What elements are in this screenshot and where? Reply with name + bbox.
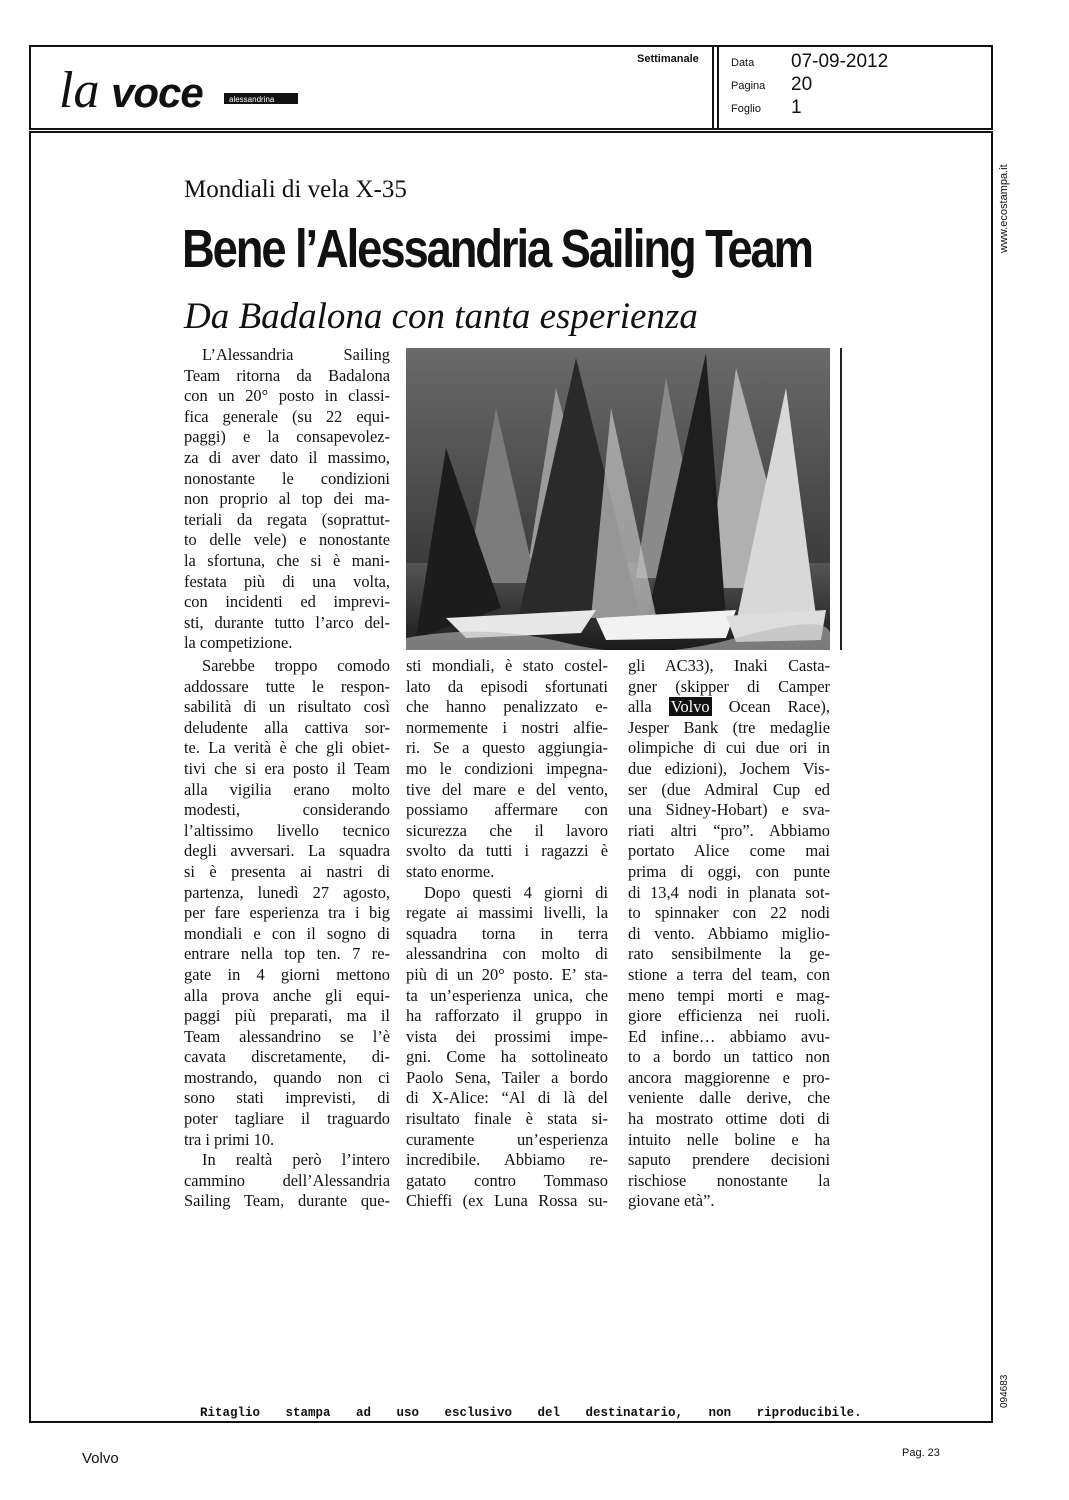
- foglio-label: Foglio: [731, 103, 761, 115]
- article-column-3: [628, 656, 830, 1212]
- text-line: Dopo questi 4 giorni di: [424, 882, 608, 902]
- text-line: mondiali e con il sogno di: [184, 923, 390, 943]
- text-line: partenza, lunedì 27 agosto,: [184, 882, 390, 902]
- frequency-label: Settimanale: [637, 53, 699, 65]
- text-line: Team alessandrino se l’è: [184, 1026, 390, 1046]
- text-line: gatato contro Tommaso: [406, 1170, 608, 1190]
- ocean-race-text: Ocean Race),: [728, 697, 830, 717]
- text-line: fica generale (su 22 equi-: [184, 406, 390, 426]
- side-url-text: www.ecostampa.it: [998, 164, 1010, 253]
- text-line: to a bordo un tattico non: [628, 1047, 830, 1067]
- text-line: portato Alice come mai: [628, 841, 830, 861]
- text-line: ancora maggiorenne e pro-: [628, 1067, 830, 1087]
- logo-sub: alessandrina: [229, 95, 275, 104]
- text-line: tivi che si era posto il Team: [184, 758, 390, 778]
- text-line: cammino dell’Alessandria: [184, 1170, 390, 1190]
- text-line: giore efficienza nei ruoli.: [628, 1006, 830, 1026]
- copyright-note: Ritaglio stampa ad uso esclusivo del destinatario, non riproducibile.: [200, 1406, 862, 1420]
- text-line: la sfortuna, che si è mani-: [184, 550, 390, 570]
- text-line: sicurezza che il lavoro: [406, 820, 608, 840]
- text-line: una Sidney-Hobart) e sva-: [628, 800, 830, 820]
- text-line: paggi più preparati, ma il: [184, 1006, 390, 1026]
- text-line: nonostante le condizioni: [184, 468, 390, 488]
- text-line: si è presenta ai nastri di: [184, 861, 390, 881]
- text-line: degli avversari. La squadra: [184, 841, 390, 861]
- text-line: sti mondiali, è stato costel-: [406, 656, 608, 675]
- article-column-2: [406, 656, 608, 1212]
- text-line: addossare tutte le respon-: [184, 676, 390, 696]
- text-line: te. La verità è che gli obiet-: [184, 738, 390, 758]
- text-line: con un 20° posto in classi-: [184, 386, 390, 406]
- text-line-highlight: [628, 697, 830, 718]
- pagina-label: Pagina: [731, 80, 766, 92]
- text-line: to delle vele) e nonostante: [184, 530, 390, 550]
- side-url: [996, 145, 1010, 255]
- text-line: lato da episodi sfortunati: [406, 676, 608, 696]
- text-line: normemente i nostri alfie-: [406, 717, 608, 737]
- text-line: per fare esperienza tra i big: [184, 903, 390, 923]
- pagina-value: 20: [791, 74, 813, 95]
- side-code: [996, 1365, 1010, 1410]
- article-column-1a: [184, 345, 390, 654]
- article-subheadline: Da Badalona con tanta esperienza: [184, 296, 698, 337]
- text-line: giovane età”.: [628, 1191, 715, 1211]
- text-line: Sailing Team, durante que-: [184, 1191, 390, 1211]
- text-line: festata più di una volta,: [184, 571, 390, 591]
- text-line: l’altissimo livello tecnico: [184, 820, 390, 840]
- text-line: curamente un’esperienza: [406, 1129, 608, 1149]
- text-line: ri. Se a questo aggiungia-: [406, 738, 608, 758]
- text-line: regate ai massimi livelli, la: [406, 903, 608, 923]
- text-line: rato sensibilmente la ge-: [628, 944, 830, 964]
- text-line: intuito nelle boline e ha: [628, 1129, 830, 1149]
- text-line: In realtà però l’intero: [202, 1150, 390, 1170]
- text-line: Sarebbe troppo comodo: [202, 656, 390, 675]
- text-line: L’Alessandria Sailing: [202, 345, 390, 364]
- text-line: teriali da regata (soprattut-: [184, 509, 390, 529]
- text-line: la competizione.: [184, 633, 293, 653]
- text-line: Jesper Bank (tre medaglie: [628, 717, 830, 737]
- side-code-text: 094683: [999, 1374, 1010, 1408]
- masthead-box: [29, 45, 993, 130]
- text-line: olimpiche di cui due ori in: [628, 738, 830, 758]
- text-line: Chieffi (ex Luna Rossa su-: [406, 1191, 608, 1211]
- text-line: ser (due Admiral Cup ed: [628, 779, 830, 799]
- text-line: Ed infine… abbiamo avu-: [628, 1026, 830, 1046]
- volvo-highlight: Volvo: [670, 697, 710, 717]
- article-column-1b: [184, 656, 390, 1212]
- text-line: saputo prendere decisioni: [628, 1150, 830, 1170]
- text-line: con incidenti ed imprevi-: [184, 592, 390, 612]
- text-line: za di aver dato il massimo,: [184, 447, 390, 467]
- text-line: entrare nella top ten. 7 re-: [184, 944, 390, 964]
- header-divider: [717, 47, 719, 128]
- page-number: Pag. 23: [902, 1447, 940, 1459]
- text-line: rischiose nonostante la: [628, 1170, 830, 1190]
- text-line: gate in 4 giorni mettono: [184, 964, 390, 984]
- text-line: sono stati imprevisti, di: [184, 1088, 390, 1108]
- text-line: ha mostrato ottime doti di: [628, 1109, 830, 1129]
- article-kicker: Mondiali di vela X-35: [184, 176, 407, 203]
- logo-prefix: la: [59, 62, 100, 119]
- text-line: risultato finale è stata si-: [406, 1109, 608, 1129]
- text-line: gner (skipper di Camper: [628, 676, 830, 696]
- text-line: gni. Come ha sottolineato: [406, 1047, 608, 1067]
- text-line: di vento. Abbiamo miglio-: [628, 923, 830, 943]
- text-line: meno tempi morti e mag-: [628, 985, 830, 1005]
- text-line: alla prova anche gli equi-: [184, 985, 390, 1005]
- text-line: sti, durante tutto l’arco del-: [184, 612, 390, 632]
- text-line: modesti, considerando: [184, 800, 390, 820]
- text-line: possiamo affermare con: [406, 800, 608, 820]
- text-line: stato enorme.: [406, 861, 495, 881]
- text-line: mostrando, quando non ci: [184, 1067, 390, 1087]
- text-line: tra i primi 10.: [184, 1129, 275, 1149]
- text-line: to spinnaker con 22 nodi: [628, 903, 830, 923]
- text-line: vista dei prossimi impe-: [406, 1026, 608, 1046]
- text-line: cavata discretamente, di-: [184, 1047, 390, 1067]
- text-line: ha rafforzato il gruppo in: [406, 1006, 608, 1026]
- text-line: di 13,4 nodi in planata sot-: [628, 882, 830, 902]
- data-value: 07-09-2012: [791, 51, 889, 72]
- text-line: alla vigilia erano molto: [184, 779, 390, 799]
- text-line: poter tagliare il traguardo: [184, 1109, 390, 1129]
- logo-main: voce: [111, 69, 203, 116]
- foglio-value: 1: [791, 97, 802, 118]
- text-line: Paolo Sena, Tailer a bordo: [406, 1067, 608, 1087]
- text-line: prima di oggi, con punte: [628, 861, 830, 881]
- text-line: non proprio al top dei ma-: [184, 489, 390, 509]
- la-voce-logo: [59, 55, 309, 125]
- text-line: veniente dalle derive, che: [628, 1088, 830, 1108]
- text-line: più di un 20° posto. E’ sta-: [406, 964, 608, 984]
- sailing-regatta-photo: [406, 348, 830, 650]
- text-line: tive del mare e del vento,: [406, 779, 608, 799]
- text-line: mo le condizioni impegna-: [406, 758, 608, 778]
- header-divider: [712, 47, 714, 128]
- text-line: due edizioni), Jochem Vis-: [628, 758, 830, 778]
- text-line: ta un’esperienza unica, che: [406, 985, 608, 1005]
- text-line: deludente alla cattiva sor-: [184, 717, 390, 737]
- text-line: alessandrina con molto di: [406, 944, 608, 964]
- text-line: riati altri “pro”. Abbiamo: [628, 820, 830, 840]
- text-line: sabilità di un risultato così: [184, 697, 390, 717]
- text-line: svolto da tutti i ragazzi è: [406, 841, 608, 861]
- text-line: paggi) e la consapevolez-: [184, 427, 390, 447]
- text-line: incredibile. Abbiamo re-: [406, 1150, 608, 1170]
- text-line: di X-Alice: “Al di là del: [406, 1088, 608, 1108]
- column-rule: [840, 348, 842, 650]
- text-line: squadra torna in terra: [406, 923, 608, 943]
- alla-word: alla: [628, 697, 652, 717]
- text-line: che hanno penalizzato e-: [406, 697, 608, 717]
- text-line: Team ritorna da Badalona: [184, 365, 390, 385]
- text-line: stione a terra del team, con: [628, 964, 830, 984]
- text-line: gli AC33), Inaki Casta-: [628, 656, 830, 675]
- article-headline: Bene l’Alessandria Sailing Team: [182, 219, 812, 279]
- data-label: Data: [731, 57, 755, 69]
- keyword-label: Volvo: [82, 1450, 119, 1467]
